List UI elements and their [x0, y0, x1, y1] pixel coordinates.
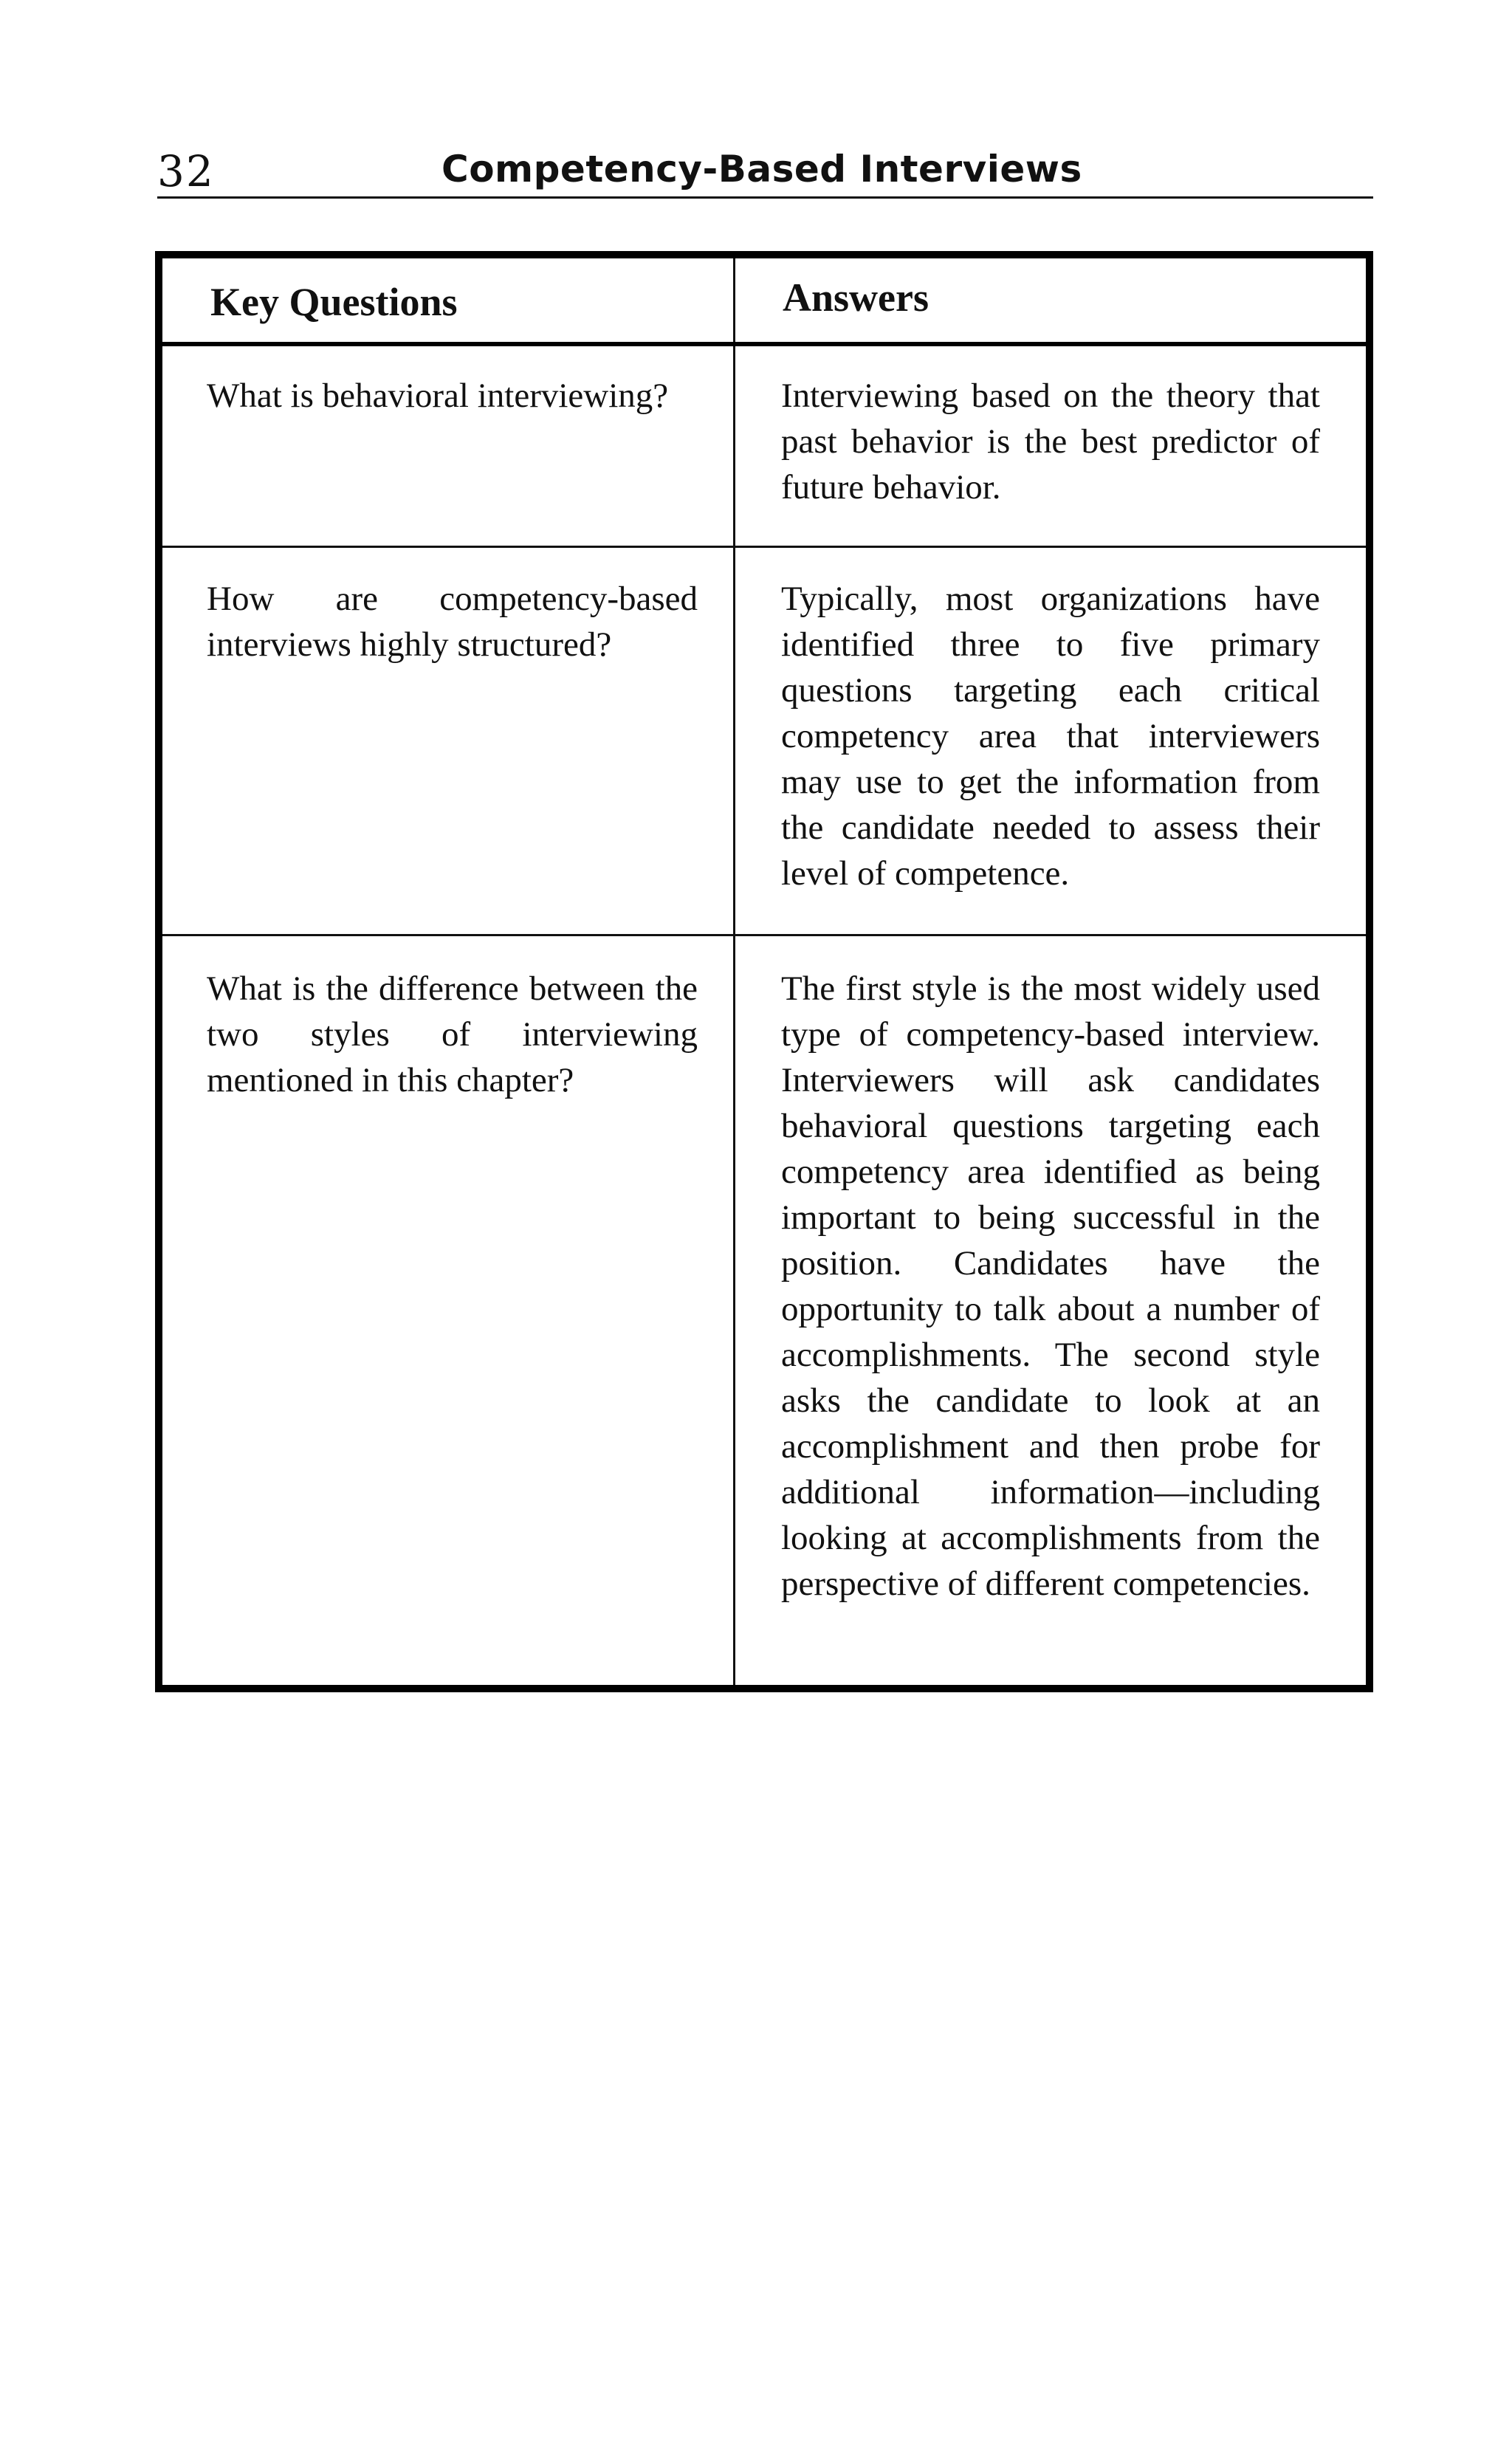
running-header — [157, 140, 1373, 199]
column-divider — [733, 258, 735, 1685]
column-header-key-questions: Key Questions — [210, 280, 458, 324]
question-cell: How are competency-based interviews highly structured? — [207, 580, 698, 664]
page-number: 32 — [157, 146, 215, 196]
header-divider — [162, 342, 1366, 346]
column-header-answers: Answers — [783, 275, 929, 320]
row-divider — [162, 546, 1366, 548]
answer-cell: The first style is the most widely used type of competency-based interview. Interviewers will ask candidates behavioral questions targeting each competency area identified as being important to being successful in the position. Candidates have the opportunity to talk about a number of accomplishments. The second style asks the candidate to look at an accomplishment and then probe for additional information—including looking at accomplishments from the perspective of different competencies. — [781, 969, 1320, 1603]
question-cell: What is behavioral interviewing? — [207, 377, 669, 415]
row-divider — [162, 934, 1366, 936]
book-title: Competency-Based Interviews — [441, 148, 1082, 190]
question-cell: What is the difference between the two styles of interviewing mentioned in this chapter? — [207, 969, 698, 1099]
answer-cell: Typically, most organizations have identified three to five primary questions targeting each critical competency area that interviewers may use to get the information from the candidate needed to assess their level of competence. — [781, 580, 1320, 893]
answer-cell: Interviewing based on the theory that past behavior is the best predictor of future behavior. — [781, 377, 1320, 507]
key-questions-table — [155, 251, 1373, 1692]
